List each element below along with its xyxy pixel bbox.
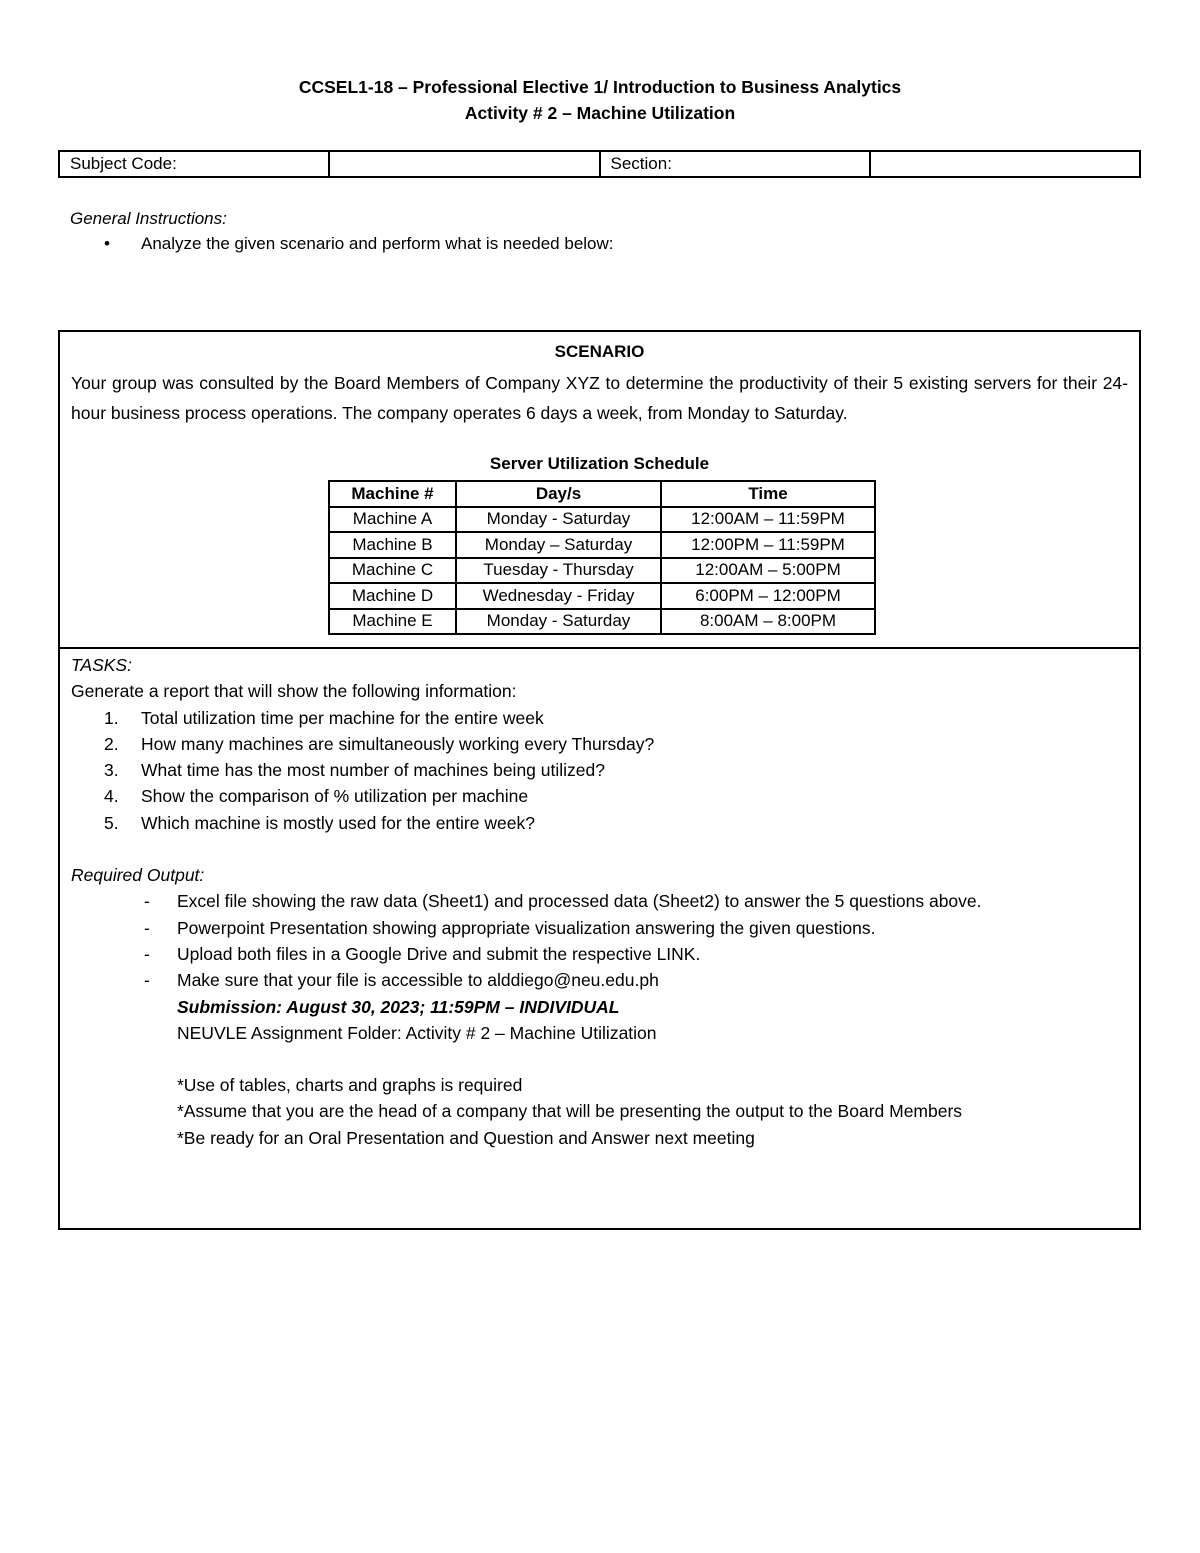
schedule-header-row: [329, 481, 875, 507]
output-text: Powerpoint Presentation showing appropriate visualization answering the given questions.: [177, 917, 876, 938]
schedule-title: Server Utilization Schedule: [489, 454, 710, 473]
dash-icon: -: [144, 943, 150, 964]
days-cell: Monday - Saturday: [456, 507, 661, 533]
days-cell: Monday – Saturday: [456, 532, 661, 558]
output-text: Excel file showing the raw data (Sheet1) and processed data (Sheet2) to answer the 5 questions above.: [177, 891, 982, 912]
time-cell: 6:00PM – 12:00PM: [661, 583, 875, 609]
scenario-box: [58, 330, 1141, 1230]
task-number: 4.: [104, 786, 119, 807]
tasks-intro: Generate a report that will show the following information:: [71, 681, 517, 702]
header-cell: Machine #: [329, 481, 456, 507]
days-cell: Tuesday - Thursday: [456, 558, 661, 584]
task-item: [71, 731, 1128, 757]
dash-icon: -: [144, 917, 150, 938]
subject-code-label: Subject Code:: [59, 151, 329, 177]
machine-cell: Machine D: [329, 583, 456, 609]
tasks-section: [71, 652, 1128, 1151]
task-item: [71, 757, 1128, 783]
bullet-text: Analyze the given scenario and perform what is needed below:: [141, 234, 614, 253]
task-list: [71, 705, 1128, 836]
bullet-icon: •: [104, 234, 110, 253]
machine-cell: Machine B: [329, 532, 456, 558]
dash-icon: -: [144, 891, 150, 912]
table-row: [329, 507, 875, 533]
table-row: [329, 609, 875, 635]
activity-title: Activity # 2 – Machine Utilization: [464, 103, 736, 123]
days-cell: Wednesday - Friday: [456, 583, 661, 609]
table-row: [329, 558, 875, 584]
general-instructions-bullet: [104, 231, 614, 257]
note: *Be ready for an Oral Presentation and Question and Answer next meeting: [177, 1127, 755, 1148]
scenario-title: SCENARIO: [554, 342, 645, 361]
course-title: CCSEL1-18 – Professional Elective 1/ Introduction to Business Analytics: [298, 77, 902, 97]
output-item: [71, 941, 1128, 967]
time-cell: 12:00PM – 11:59PM: [661, 532, 875, 558]
output-item: [71, 915, 1128, 941]
time-cell: 12:00AM – 5:00PM: [661, 558, 875, 584]
note: *Assume that you are the head of a company that will be presenting the output to the Board Members: [177, 1101, 963, 1122]
task-number: 5.: [104, 812, 119, 833]
task-item: [71, 810, 1128, 836]
task-text: Which machine is mostly used for the entire week?: [141, 812, 535, 833]
days-cell: Monday - Saturday: [456, 609, 661, 635]
general-instructions: [70, 207, 614, 257]
task-item: [71, 705, 1128, 731]
header-cell: Day/s: [456, 481, 661, 507]
required-output-title: Required Output:: [71, 865, 205, 886]
scenario-text: Your group was consulted by the Board Members of Company XYZ to determine the productivity of their 5 existing servers for their 24-hour business process operations. The company operates 6 days a week, from Monday to Saturday.: [71, 373, 1128, 423]
tasks-title: TASKS:: [71, 655, 132, 675]
submission-deadline: Submission: August 30, 2023; 11:59PM – INDIVIDUAL: [177, 996, 620, 1017]
subject-code-field[interactable]: [329, 151, 599, 177]
task-number: 2.: [104, 733, 119, 754]
output-text: Make sure that your file is accessible to alddiego@neu.edu.ph: [177, 970, 659, 991]
task-text: Total utilization time per machine for the entire week: [141, 707, 544, 728]
schedule-table: [328, 480, 876, 635]
time-cell: 12:00AM – 11:59PM: [661, 507, 875, 533]
output-text: Upload both files in a Google Drive and submit the respective LINK.: [177, 943, 701, 964]
assignment-folder: NEUVLE Assignment Folder: Activity # 2 – Machine Utilization: [177, 1022, 657, 1043]
document-header: [0, 74, 1200, 126]
info-table: [58, 150, 1141, 178]
section-divider: [60, 647, 1139, 649]
task-text: Show the comparison of % utilization per machine: [141, 786, 529, 807]
note: *Use of tables, charts and graphs is required: [177, 1075, 523, 1096]
task-text: What time has the most number of machines being utilized?: [141, 760, 605, 781]
output-item: [71, 888, 1128, 914]
machine-cell: Machine A: [329, 507, 456, 533]
section-label: Section:: [600, 151, 870, 177]
output-list: [71, 888, 1128, 993]
task-item: [71, 783, 1128, 809]
section-field[interactable]: [870, 151, 1140, 177]
task-text: How many machines are simultaneously working every Thursday?: [141, 733, 655, 754]
table-row: [329, 532, 875, 558]
table-row: [329, 583, 875, 609]
task-number: 1.: [104, 707, 119, 728]
header-cell: Time: [661, 481, 875, 507]
output-item: [71, 967, 1128, 993]
task-number: 3.: [104, 760, 119, 781]
machine-cell: Machine E: [329, 609, 456, 635]
general-instructions-title: General Instructions:: [70, 209, 227, 228]
machine-cell: Machine C: [329, 558, 456, 584]
dash-icon: -: [144, 970, 150, 991]
time-cell: 8:00AM – 8:00PM: [661, 609, 875, 635]
